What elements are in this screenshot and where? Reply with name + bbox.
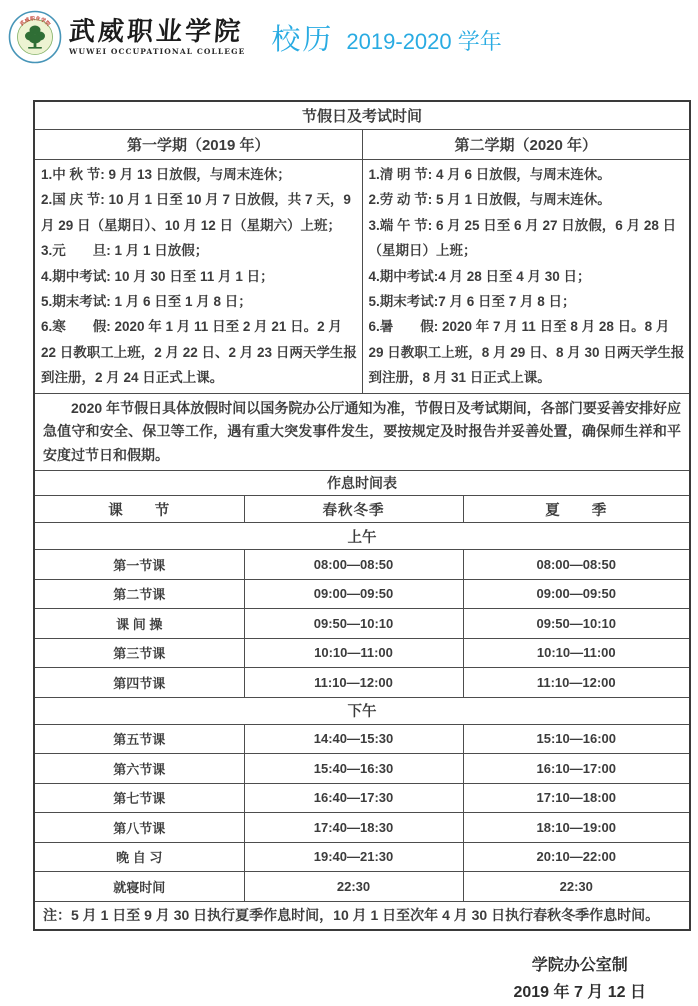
holiday-item: 3.端 午 节: 6 月 25 日至 6 月 27 日放假，6 月 28 日（星期日）上班； [368, 217, 677, 259]
period-name: 第二节课 [34, 579, 244, 609]
college-name-chinese: 武威职业学院 [67, 16, 245, 47]
table-row [34, 579, 690, 609]
spring-time: 15:40—16:30 [244, 754, 463, 784]
table-row [34, 668, 690, 698]
semester2-header: 第二学期（2020 年） [362, 130, 690, 160]
table-row [34, 638, 690, 668]
period-name: 晚 自 习 [34, 842, 244, 872]
title-main: 校历 [271, 23, 334, 56]
summer-time: 22:30 [463, 872, 690, 902]
table-row [34, 842, 690, 872]
period-name: 第七节课 [34, 783, 244, 813]
summer-time: 16:10—17:00 [463, 754, 690, 784]
spring-time: 16:40—17:30 [244, 783, 463, 813]
page-title [271, 17, 501, 58]
semester1-header: 第一学期（2019 年） [34, 130, 362, 160]
holiday-item: 5.期末考试: 1 月 6 日至 1 月 8 日； [41, 294, 252, 310]
period-name: 第一节课 [34, 550, 244, 580]
holiday-section-title: 节假日及考试时间 [34, 101, 690, 130]
holiday-item: 1.中 秋 节: 9 月 13 日放假，与周末连休； [41, 167, 291, 182]
holiday-notice: 2020 年节假日具体放假时间以国务院办公厅通知为准，节假日及考试期间，各部门要妥善安排好应急值守和安全、保卫等工作，遇有重大突发事件发生，要按规定及时报告并妥善处置，确保师生祥和平安度过节日和假期。 [34, 393, 690, 471]
summer-time: 11:10—12:00 [463, 668, 690, 698]
college-name-block [67, 16, 246, 56]
table-row [34, 783, 690, 813]
period-name: 第三节课 [34, 638, 244, 668]
table-row [34, 550, 690, 580]
summer-time: 15:10—16:00 [463, 724, 690, 754]
holiday-item: 4.期中考试:4 月 28 日至 4 月 30 日； [368, 268, 591, 284]
period-name: 课 间 操 [34, 609, 244, 639]
summer-time: 08:00—08:50 [463, 550, 690, 580]
table-row [34, 609, 690, 639]
summer-time: 09:50—10:10 [463, 609, 690, 639]
holiday-item: 3.元 旦: 1 月 1 日放假； [41, 243, 209, 259]
spring-time: 14:40—15:30 [244, 724, 463, 754]
morning-session-label: 上午 [34, 523, 690, 550]
table-row [34, 813, 690, 843]
period-name: 第六节课 [34, 754, 244, 784]
spring-time: 11:10—12:00 [244, 668, 463, 698]
schedule-col-summer: 夏 季 [463, 496, 690, 523]
spring-time: 09:50—10:10 [244, 609, 463, 639]
spring-time: 22:30 [244, 872, 463, 902]
period-name: 就寝时间 [34, 872, 244, 902]
holiday-item: 1.清 明 节: 4 月 6 日放假，与周末连休。 [368, 167, 611, 182]
schedule-section-title: 作息时间表 [34, 471, 690, 496]
calendar-table [33, 100, 691, 931]
summer-time: 17:10—18:00 [463, 783, 690, 813]
spring-time: 17:40—18:30 [244, 813, 463, 843]
table-row [34, 724, 690, 754]
college-name-english: WUWEI OCCUPATIONAL COLLEGE [69, 46, 246, 56]
issue-date: 2019 年 7 月 12 日 [513, 983, 646, 1001]
summer-time: 09:00—09:50 [463, 579, 690, 609]
summer-time: 20:10—22:00 [463, 842, 690, 872]
holiday-item: 2.劳 动 节: 5 月 1 日放假，与周末连休。 [368, 192, 611, 208]
table-row [34, 754, 690, 784]
holiday-item: 4.期中考试: 10 月 30 日至 11 月 1 日； [41, 268, 274, 284]
summer-time: 18:10—19:00 [463, 813, 690, 843]
period-name: 第八节课 [34, 813, 244, 843]
spring-time: 09:00—09:50 [244, 579, 463, 609]
title-academic-year: 2019-2020 学年 [346, 28, 502, 54]
holiday-item: 5.期末考试:7 月 6 日至 7 月 8 日； [368, 294, 576, 310]
schedule-col-spring-autumn-winter: 春秋冬季 [244, 496, 463, 523]
spring-time: 10:10—11:00 [244, 638, 463, 668]
table-row [34, 872, 690, 902]
spring-time: 08:00—08:50 [244, 550, 463, 580]
period-name: 第五节课 [34, 724, 244, 754]
issuer-line: 学院办公室制 [531, 956, 628, 974]
document-header [0, 0, 698, 66]
semester1-details [34, 160, 362, 394]
holiday-item: 2.国 庆 节: 10 月 1 日至 10 月 7 日放假，共 7 天，9 月 29 日（星期日）、10 月 12 日（星期六）上班； [41, 192, 351, 233]
schedule-note: 注：5 月 1 日至 9 月 30 日执行夏季作息时间，10 月 1 日至次年 4 月 30 日执行春秋冬季作息时间。 [34, 901, 690, 930]
semester2-details [362, 160, 690, 394]
svg-text:武威职业学院: 武威职业学院 [19, 15, 52, 28]
holiday-item: 6.暑 假: 2020 年 7 月 11 日至 8 月 28 日。8 月 29 日教职工上班，8 月 29 日、8 月 30 日两天学生报到注册，8 月 31 日正式上课。 [368, 319, 685, 386]
period-name: 第四节课 [34, 668, 244, 698]
schedule-col-period: 课 节 [34, 496, 244, 523]
college-emblem-icon [8, 10, 62, 64]
spring-time: 19:40—21:30 [244, 842, 463, 872]
summer-time: 10:10—11:00 [463, 638, 690, 668]
afternoon-session-label: 下午 [34, 697, 690, 724]
holiday-item: 6.寒 假: 2020 年 1 月 11 日至 2 月 21 日。2 月 22 日教职工上班，2 月 22 日、2 月 23 日两天学生报到注册，2 月 24 日正式上课。 [41, 319, 357, 386]
